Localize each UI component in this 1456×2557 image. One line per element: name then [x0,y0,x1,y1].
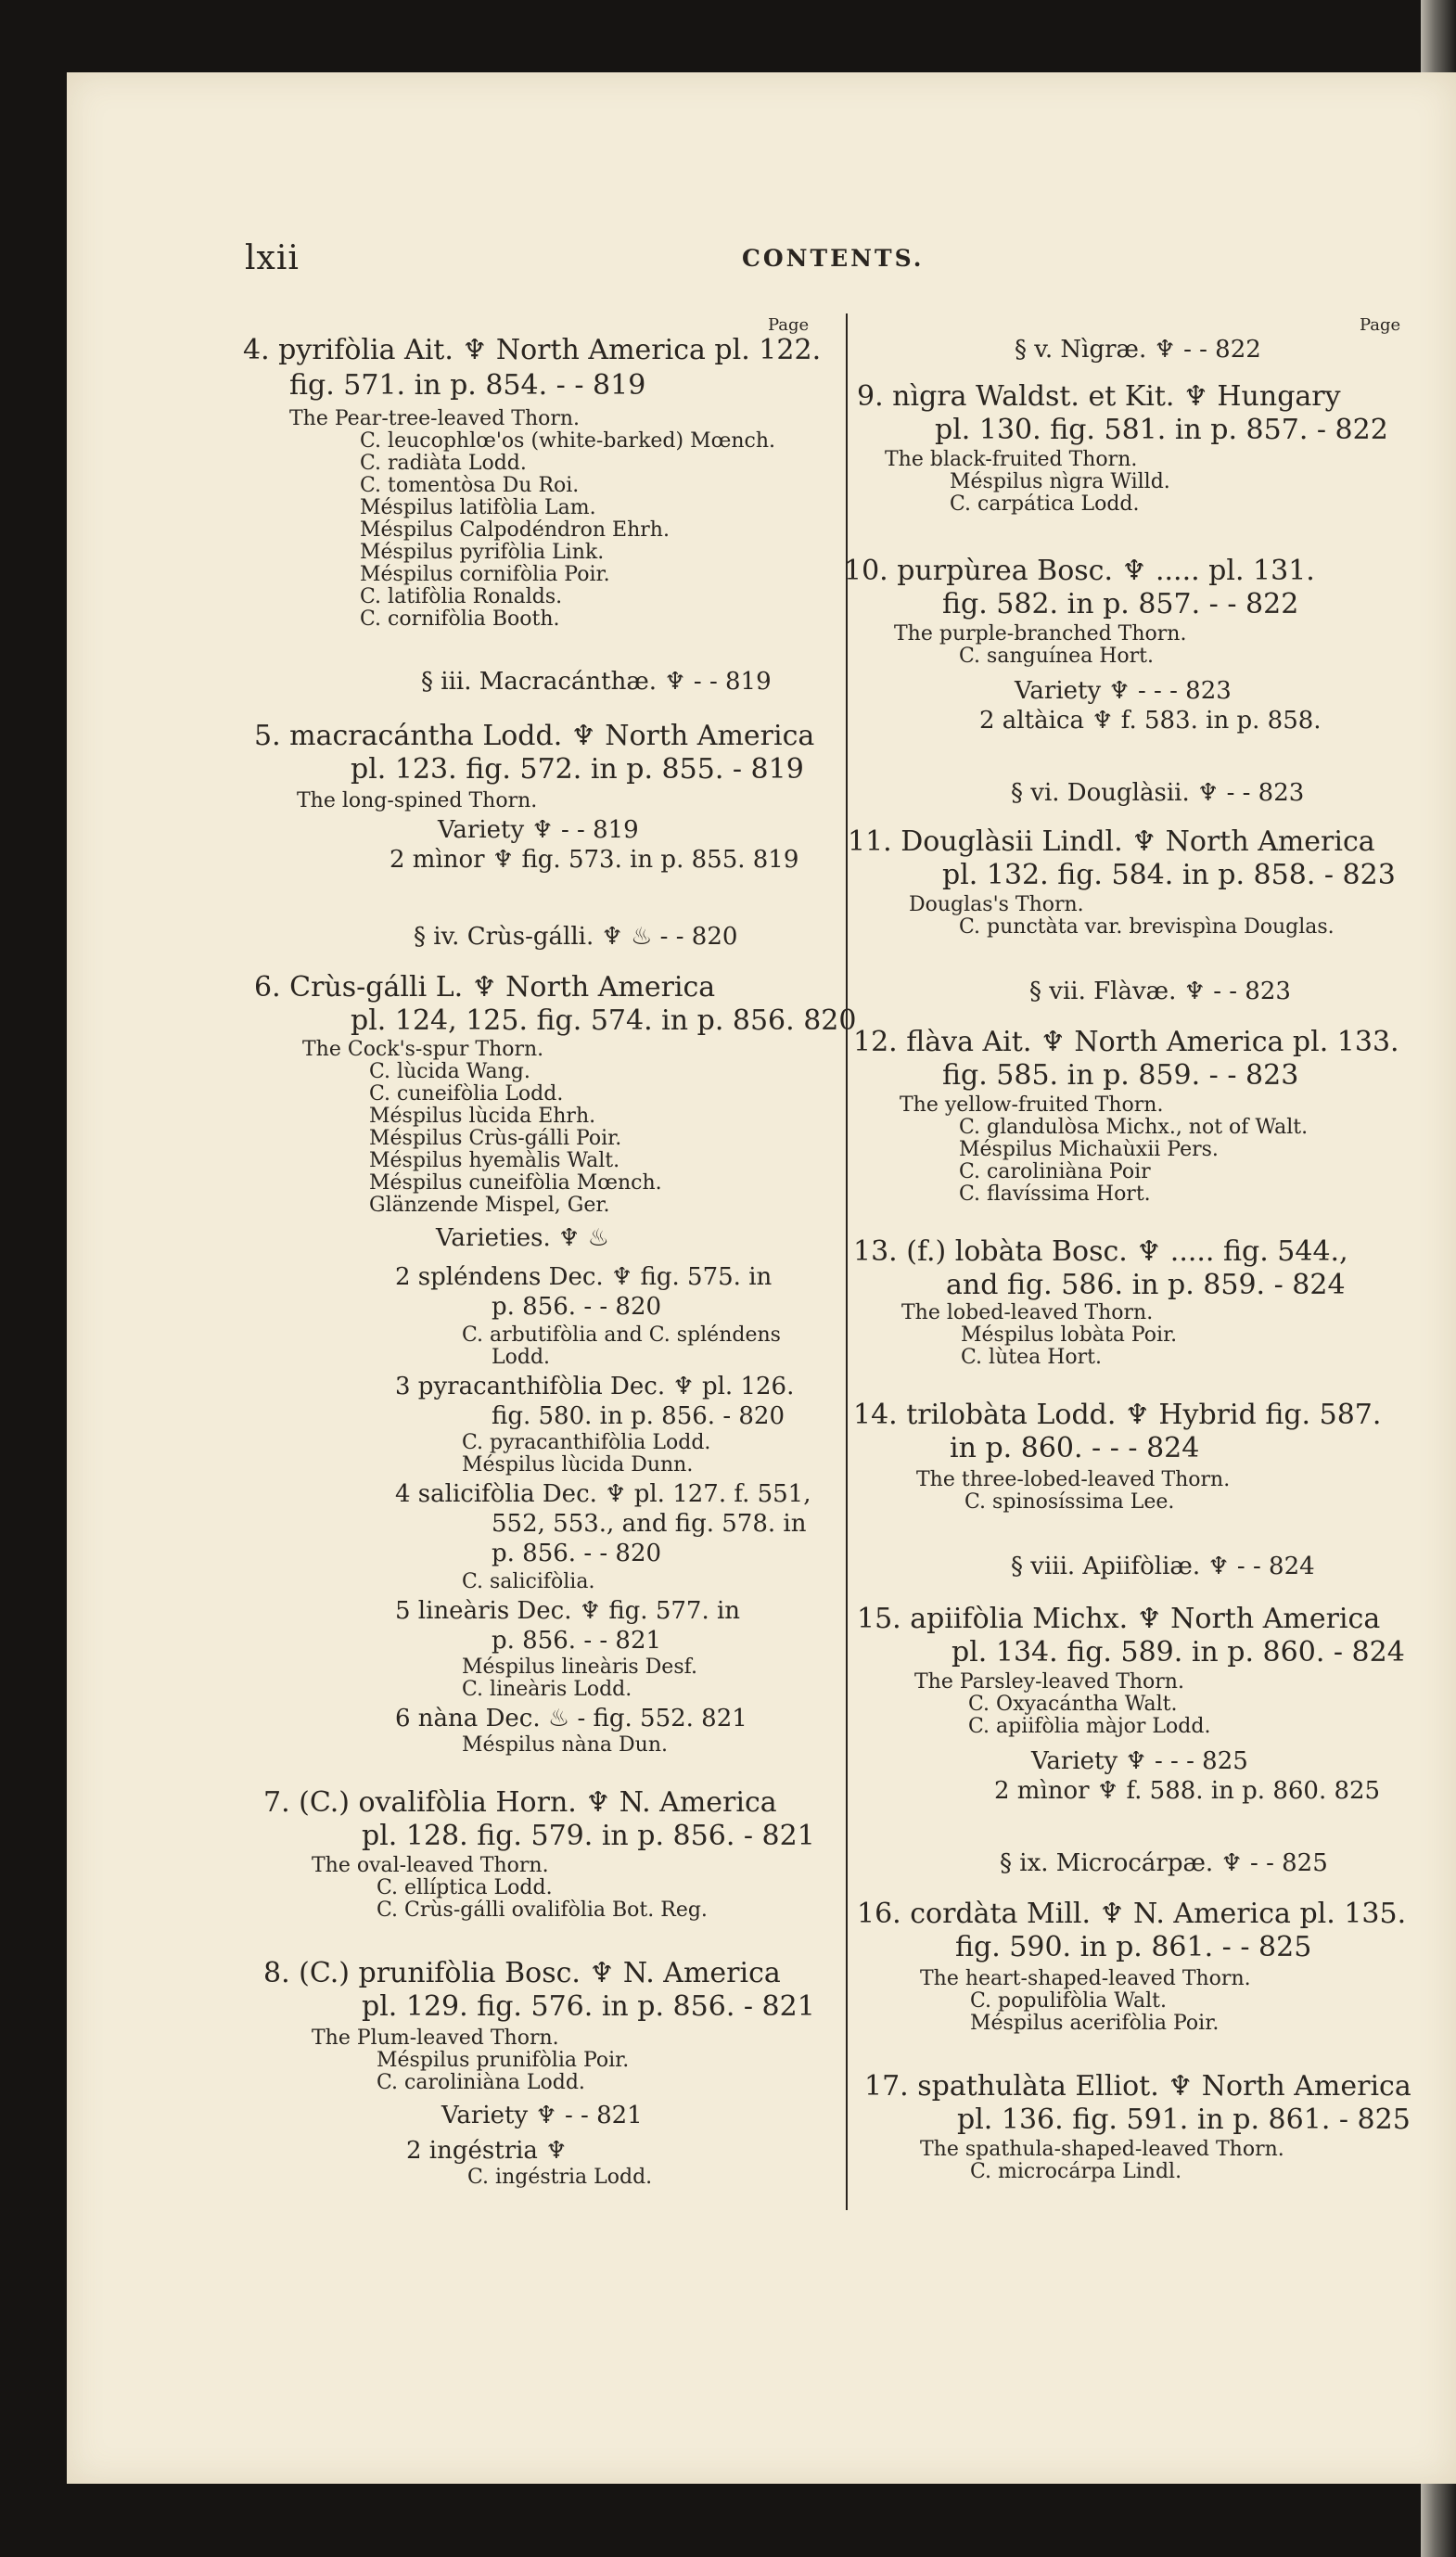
synonym-line: C. glandulòsa Michx., not of Walt. [959,1116,1309,1139]
section-heading: § v. Nìgræ. ♆ - - 822 [1015,336,1261,364]
synonym-line: C. leucophlœ'os (white-barked) Mœnch. [360,429,776,453]
species-entry: fig. 590. in p. 861. - - 825 [955,1931,1312,1963]
variety-line: Variety ♆ - - 821 [441,2102,643,2129]
section-heading: § viii. Apiifòliæ. ♆ - - 824 [1011,1553,1315,1580]
species-entry: in p. 860. - - - 824 [950,1432,1200,1464]
synonym-line: C. latifòlia Ronalds. [360,585,563,608]
synonym-line: The Plum-leaved Thorn. [312,2026,559,2050]
synonym-line: Glänzende Mispel, Ger. [369,1194,610,1217]
synonym-line: Méspilus latifòlia Lam. [360,496,596,519]
synonym-line: Méspilus cornifòlia Poir. [360,563,610,586]
synonym-line: The spathula-shaped-leaved Thorn. [920,2138,1284,2161]
variety-line: Variety ♆ - - - 823 [1015,677,1232,705]
synonym-line: C. pyracanthifòlia Lodd. [462,1431,711,1454]
species-entry: pl. 128. fig. 579. in p. 856. - 821 [362,1820,815,1852]
species-entry: fig. 582. in p. 857. - - 822 [942,588,1299,620]
page-column-label-left: Page [768,315,810,335]
species-entry: 9. nìgra Waldst. et Kit. ♆ Hungary [857,380,1341,413]
variety-line: 2 spléndens Dec. ♆ fig. 575. in [395,1263,773,1291]
variety-line: 6 nàna Dec. ♨ - fig. 552. 821 [395,1705,747,1732]
synonym-line: C. populifòlia Walt. [970,1989,1167,2013]
synonym-line: C. cornifòlia Booth. [360,607,560,631]
synonym-line: Méspilus prunifòlia Poir. [377,2049,630,2072]
section-heading: § vii. Flàvæ. ♆ - - 823 [1029,978,1291,1005]
section-heading: § ix. Microcárpæ. ♆ - - 825 [1000,1849,1328,1877]
synonym-line: C. spinosíssima Lee. [964,1490,1175,1514]
synonym-line: C. lineàris Lodd. [462,1678,632,1701]
page-column-label-right: Page [1360,315,1401,335]
species-entry: 10. purpùrea Bosc. ♆ ..... pl. 131. [844,555,1315,587]
variety-line: fig. 580. in p. 856. - 820 [492,1402,785,1430]
species-entry: 4. pyrifòlia Ait. ♆ North America pl. 122. [243,334,822,366]
variety-line: 2 mìnor ♆ f. 588. in p. 860. 825 [994,1777,1381,1805]
species-entry: 15. apiifòlia Michx. ♆ North America [857,1603,1381,1635]
synonym-line: The three-lobed-leaved Thorn. [916,1468,1231,1491]
synonym-line: Méspilus Calpodéndron Ehrh. [360,518,670,542]
section-heading: § vi. Douglàsii. ♆ - - 823 [1011,779,1305,807]
species-entry: fig. 571. in p. 854. - - 819 [289,369,646,402]
running-title: CONTENTS. [742,245,925,272]
synonym-line: Méspilus lineàris Desf. [462,1656,697,1679]
species-entry: 12. flàva Ait. ♆ North America pl. 133. [853,1026,1399,1058]
synonym-line: Méspilus Crùs-gálli Poir. [369,1127,622,1150]
synonym-line: Méspilus nìgra Willd. [950,470,1170,493]
synonym-line: C. punctàta var. brevispìna Douglas. [959,915,1335,939]
synonym-line: C. carpática Lodd. [950,492,1140,516]
variety-line: 552, 553., and fig. 578. in [492,1510,807,1538]
synonym-line: Méspilus Michaùxii Pers. [959,1138,1219,1161]
species-entry: fig. 585. in p. 859. - - 823 [942,1059,1299,1092]
synonym-line: Douglas's Thorn. [909,893,1084,916]
folio-number: lxii [245,239,300,277]
synonym-line: The Pear-tree-leaved Thorn. [289,407,581,430]
variety-line: Variety ♆ - - 819 [438,816,639,844]
species-entry: 8. (C.) prunifòlia Bosc. ♆ N. America [263,1957,781,1989]
species-entry: 14. trilobàta Lodd. ♆ Hybrid fig. 587. [853,1399,1382,1431]
synonym-line: C. tomentòsa Du Roi. [360,474,580,497]
section-heading: § iv. Crùs-gálli. ♆ ♨ - - 820 [414,923,738,951]
column-divider [846,313,848,2210]
variety-line: 2 mìnor ♆ fig. 573. in p. 855. 819 [390,846,799,874]
synonym-line: C. sanguínea Hort. [959,645,1154,668]
variety-line: 2 altàica ♆ f. 583. in p. 858. [979,707,1322,735]
synonym-line: The Cock's-spur Thorn. [302,1038,544,1061]
species-entry: pl. 130. fig. 581. in p. 857. - 822 [935,414,1388,446]
synonym-line: Méspilus cuneifòlia Mœnch. [369,1171,662,1195]
synonym-line: The oval-leaved Thorn. [312,1854,549,1877]
synonym-line: The Parsley-leaved Thorn. [914,1670,1184,1694]
variety-line: 4 salicifòlia Dec. ♆ pl. 127. f. 551, [395,1480,811,1508]
species-entry: pl. 123. fig. 572. in p. 855. - 819 [351,753,804,786]
synonym-line: C. apiifòlia màjor Lodd. [968,1715,1211,1738]
variety-line: 3 pyracanthifòlia Dec. ♆ pl. 126. [395,1373,795,1400]
species-entry: 6. Crùs-gálli L. ♆ North America [254,971,716,1004]
synonym-line: C. ingéstria Lodd. [467,2166,653,2189]
synonym-line: The black-fruited Thorn. [885,448,1138,471]
synonym-line: C. caroliniàna Lodd. [377,2071,585,2094]
synonym-line: C. salicifòlia. [462,1570,595,1593]
synonym-line: The lobed-leaved Thorn. [901,1301,1154,1324]
species-entry: and fig. 586. in p. 859. - 824 [946,1269,1346,1301]
synonym-line: Lodd. [492,1346,551,1369]
species-entry: pl. 132. fig. 584. in p. 858. - 823 [942,859,1396,891]
species-entry: pl. 124, 125. fig. 574. in p. 856. 820 [351,1004,857,1037]
species-entry: pl. 136. fig. 591. in p. 861. - 825 [957,2103,1411,2136]
species-entry: 5. macracántha Lodd. ♆ North America [254,720,815,752]
species-entry: 13. (f.) lobàta Bosc. ♆ ..... fig. 544., [853,1235,1348,1268]
synonym-line: The yellow-fruited Thorn. [900,1093,1164,1117]
synonym-line: Méspilus lùcida Dunn. [462,1453,694,1477]
variety-line: 5 lineàris Dec. ♆ fig. 577. in [395,1597,741,1625]
synonym-line: The long-spined Thorn. [297,789,538,812]
synonym-line: C. microcárpa Lindl. [970,2160,1182,2183]
synonym-line: C. lùtea Hort. [961,1346,1102,1369]
species-entry: 16. cordàta Mill. ♆ N. America pl. 135. [857,1898,1407,1930]
species-entry: pl. 134. fig. 589. in p. 860. - 824 [952,1636,1405,1668]
synonym-line: C. caroliniàna Poir [959,1160,1151,1183]
synonym-line: Méspilus lùcida Ehrh. [369,1105,596,1128]
synonym-line: The purple-branched Thorn. [894,622,1187,646]
synonym-line: Méspilus nàna Dun. [462,1733,668,1757]
variety-line: Varieties. ♆ ♨ [436,1224,609,1252]
variety-line: 2 ingéstria ♆ [406,2137,568,2165]
synonym-line: The heart-shaped-leaved Thorn. [920,1967,1251,1990]
species-entry: 7. (C.) ovalifòlia Horn. ♆ N. America [263,1786,777,1819]
section-heading: § iii. Macracánthæ. ♆ - - 819 [421,668,772,696]
synonym-line: Méspilus acerifòlia Poir. [970,2012,1220,2035]
synonym-line: Méspilus hyemàlis Walt. [369,1149,620,1172]
variety-line: p. 856. - - 820 [492,1293,662,1321]
synonym-line: C. flavíssima Hort. [959,1183,1151,1206]
synonym-line: C. Oxyacántha Walt. [968,1693,1178,1716]
synonym-line: Méspilus lobàta Poir. [961,1323,1178,1347]
variety-line: p. 856. - - 820 [492,1540,662,1567]
synonym-line: C. lùcida Wang. [369,1060,530,1083]
synonym-line: C. radiàta Lodd. [360,452,527,475]
synonym-line: C. arbutifòlia and C. spléndens [462,1323,781,1347]
synonym-line: C. cuneifòlia Lodd. [369,1082,564,1106]
species-entry: 11. Douglàsii Lindl. ♆ North America [848,825,1375,858]
variety-line: Variety ♆ - - - 825 [1031,1747,1248,1775]
synonym-line: C. ellíptica Lodd. [377,1876,553,1899]
species-entry: 17. spathulàta Elliot. ♆ North America [864,2070,1411,2103]
synonym-line: C. Crùs-gálli ovalifòlia Bot. Reg. [377,1899,708,1922]
synonym-line: Méspilus pyrifòlia Link. [360,541,605,564]
species-entry: pl. 129. fig. 576. in p. 856. - 821 [362,1990,815,2023]
variety-line: p. 856. - - 821 [492,1627,662,1655]
